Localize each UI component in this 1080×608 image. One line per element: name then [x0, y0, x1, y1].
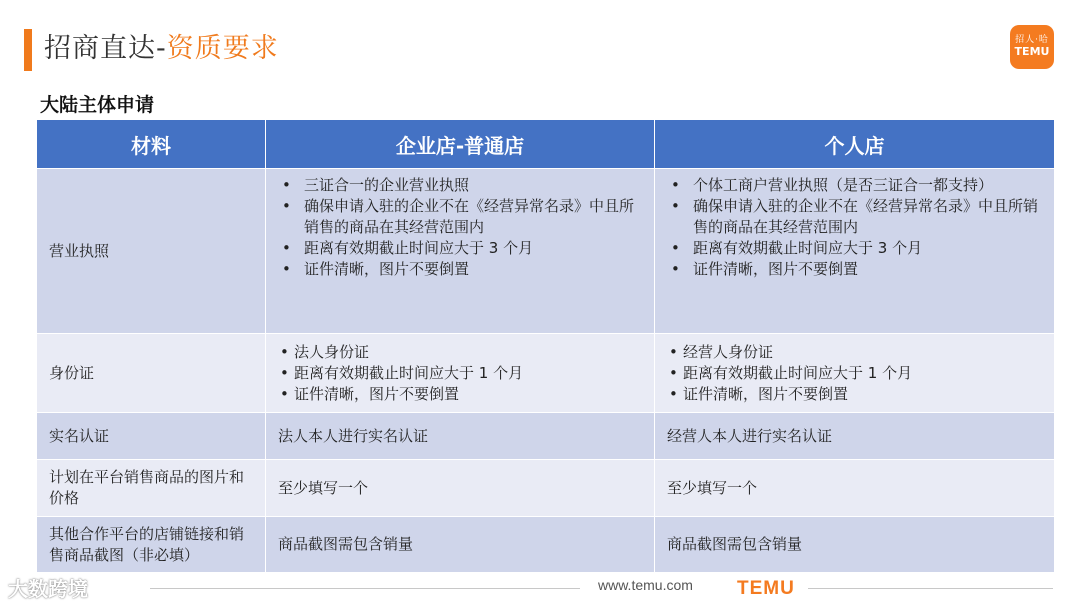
list-item: • 证件清晰，图片不要倒置 [278, 384, 642, 405]
personal-cell [655, 169, 1055, 334]
list-item: • 确保申请入驻的企业不在《经营异常名录》中且所销售的商品在其经营范围内 [667, 196, 1042, 238]
enterprise-cell: 商品截图需包含销量 [266, 517, 655, 573]
column-header-enterprise: 企业店-普通店 [266, 120, 655, 169]
enterprise-cell [266, 334, 655, 413]
footer-divider-right [808, 588, 1053, 589]
list-item: • 距离有效期截止时间应大于 3 个月 [667, 238, 1042, 259]
row-label: 实名认证 [37, 413, 266, 460]
personal-list [667, 175, 1042, 280]
list-item: • 法人身份证 [278, 342, 642, 363]
page-title-accent: 资质要求 [166, 33, 279, 64]
enterprise-list [278, 342, 642, 405]
row-label: 其他合作平台的店铺链接和销售商品截图（非必填） [37, 517, 266, 573]
row-label: 营业执照 [37, 169, 266, 334]
column-header-personal: 个人店 [655, 120, 1055, 169]
list-item: • 确保申请入驻的企业不在《经营异常名录》中且所销售的商品在其经营范围内 [278, 196, 642, 238]
list-item: • 个体工商户营业执照（是否三证合一都支持） [667, 175, 1042, 196]
personal-cell: 至少填写一个 [655, 460, 1055, 517]
enterprise-cell [266, 169, 655, 334]
table-row-business-license [37, 169, 1055, 334]
requirements-table [36, 119, 1055, 573]
row-label: 身份证 [37, 334, 266, 413]
table-row-id-card [37, 334, 1055, 413]
table-header-row [37, 120, 1055, 169]
logo-text: TEMU [1014, 45, 1050, 58]
temu-logo [1010, 25, 1054, 69]
enterprise-cell: 至少填写一个 [266, 460, 655, 517]
title-accent-bar [24, 29, 32, 71]
personal-list [667, 342, 1042, 405]
page-title-main: 招商直达- [44, 33, 167, 64]
enterprise-list [278, 175, 642, 280]
enterprise-cell: 法人本人进行实名认证 [266, 413, 655, 460]
list-item: • 距离有效期截止时间应大于 1 个月 [667, 363, 1042, 384]
column-header-material: 材料 [37, 120, 266, 169]
table-row-products [37, 460, 1055, 517]
table-row-realname [37, 413, 1055, 460]
page-title [44, 31, 279, 67]
list-item: • 证件清晰，图片不要倒置 [667, 259, 1042, 280]
personal-cell: 经营人本人进行实名认证 [655, 413, 1055, 460]
row-label: 计划在平台销售商品的图片和价格 [37, 460, 266, 517]
list-item: • 三证合一的企业营业执照 [278, 175, 642, 196]
logo-mark: 招人·哈 [1015, 35, 1049, 45]
list-item: • 证件清晰，图片不要倒置 [667, 384, 1042, 405]
list-item: • 距离有效期截止时间应大于 3 个月 [278, 238, 642, 259]
watermark: 大数跨境 [8, 577, 88, 601]
footer-brand-logo: TEMU [737, 578, 795, 599]
footer-divider-left [150, 588, 580, 589]
personal-cell [655, 334, 1055, 413]
list-item: • 经营人身份证 [667, 342, 1042, 363]
footer-url: www.temu.com [598, 577, 693, 593]
list-item: • 距离有效期截止时间应大于 1 个月 [278, 363, 642, 384]
section-subtitle: 大陆主体申请 [40, 94, 155, 116]
personal-cell: 商品截图需包含销量 [655, 517, 1055, 573]
list-item: • 证件清晰，图片不要倒置 [278, 259, 642, 280]
table-row-other-platform [37, 517, 1055, 573]
